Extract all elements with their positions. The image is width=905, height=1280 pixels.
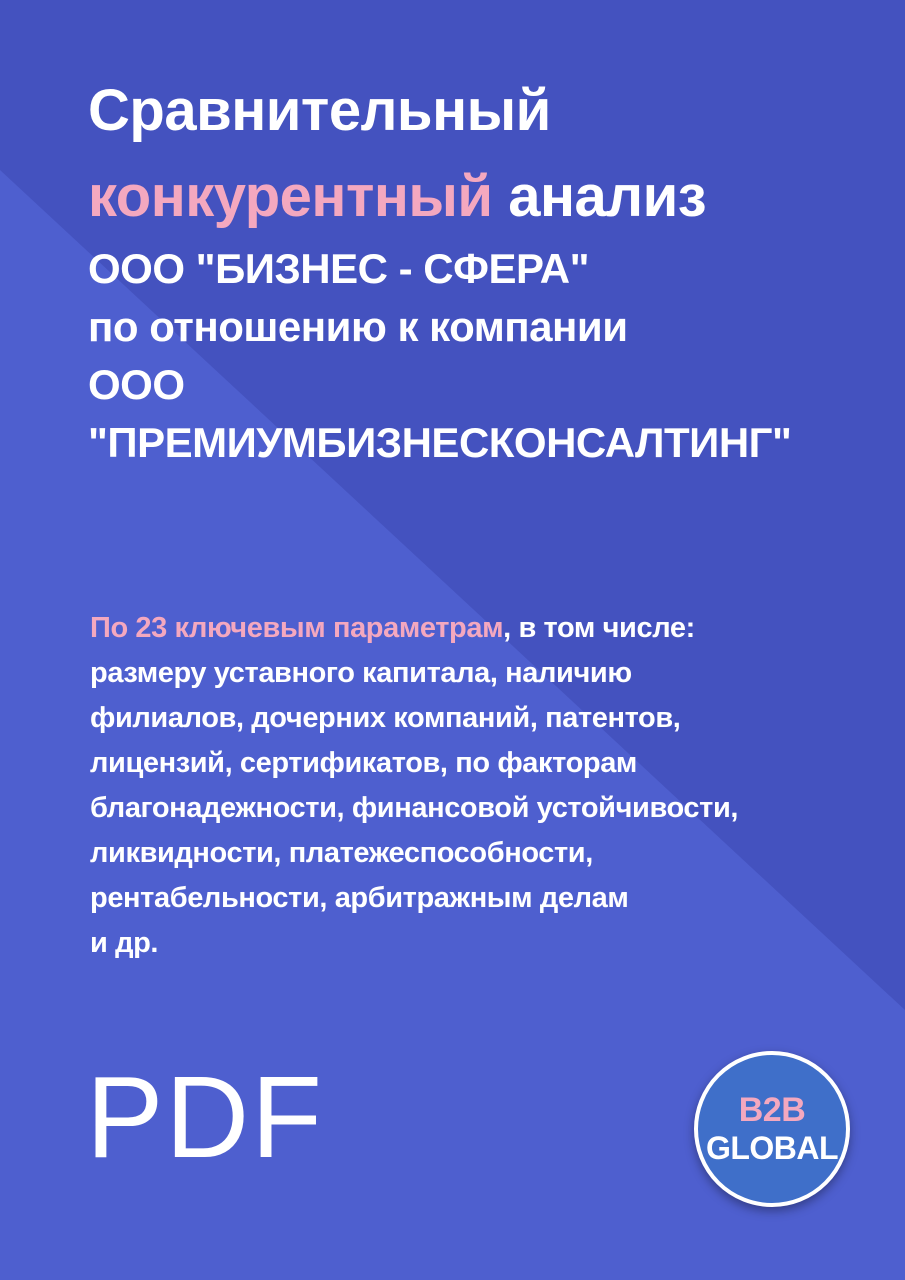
description-line: и др. (90, 927, 159, 959)
description-accent: По 23 ключевым параметрам (90, 612, 504, 644)
description-line-1-rest: , в том числе: (503, 612, 695, 644)
title-accent-word: конкурентный (88, 164, 493, 229)
title-line-5: ООО (88, 361, 185, 408)
title-line-2 (88, 154, 905, 240)
description-line: филиалов, дочерних компаний, патентов, (90, 702, 681, 734)
title-line-2-rest: анализ (492, 164, 707, 229)
b2b-global-logo-badge (694, 1051, 850, 1207)
description-line: лицензий, сертификатов, по факторам (90, 747, 637, 779)
description-line: ликвидности, платежеспособности, (90, 837, 593, 869)
description-line-1 (90, 606, 870, 651)
title-line-4: по отношению к компании (88, 303, 628, 350)
description-line: рентабельности, арбитражным делам (90, 882, 629, 914)
description-line: благонадежности, финансовой устойчивости, (90, 792, 739, 824)
title-line-1: Сравнительный (88, 78, 551, 143)
title-line-3: ООО "БИЗНЕС - СФЕРА" (88, 245, 590, 292)
description-line: размеру уставного капитала, наличию (90, 657, 632, 689)
format-label: PDF (86, 1052, 324, 1182)
page-title (88, 68, 905, 472)
badge-line-2: GLOBAL (705, 1130, 839, 1166)
badge-line-1: B2B (738, 1091, 806, 1129)
description (90, 606, 870, 966)
title-line-6: "ПРЕМИУМБИЗНЕСКОНСАЛТИНГ" (88, 419, 792, 466)
